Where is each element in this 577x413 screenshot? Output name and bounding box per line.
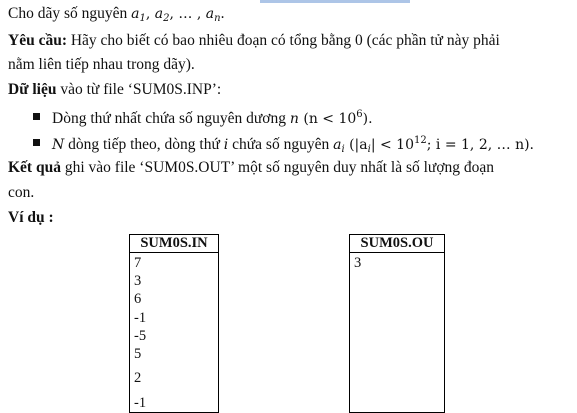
input-text: vào từ file ‘SUM0S.INP’: (56, 81, 222, 98)
bullet2-index: i (223, 137, 229, 153)
bullet-square-icon (33, 139, 40, 146)
table-cell: -1 (134, 310, 147, 326)
example-label: Ví dụ : (8, 209, 54, 226)
cropped-header-highlight (260, 0, 410, 3)
table-cell: -1 (134, 395, 147, 411)
table-cell: -5 (134, 328, 147, 344)
sequence-term-an: $a_n$ (205, 6, 221, 24)
bullet2-ai: $a_i$ (333, 137, 345, 155)
bullet-square-icon (33, 113, 40, 120)
bullet2-var: N (52, 137, 65, 153)
table-cell: 2 (134, 370, 142, 386)
output-label: Kết quả (8, 159, 61, 176)
output-text-2: con. (8, 184, 35, 201)
requirement-line-2 (8, 55, 195, 75)
input-table-header: SUM0S.IN (130, 235, 218, 253)
table-cell: 5 (134, 346, 142, 362)
requirement-line-1 (8, 31, 500, 51)
requirement-text-1: Hãy cho biết có bao nhiêu đoạn có tổng bằng 0 (các phần tử này phải (66, 32, 500, 49)
output-example-table (349, 234, 445, 413)
input-example-table (129, 234, 219, 413)
input-bullet-2 (52, 131, 534, 160)
sequence-end: . (220, 5, 225, 22)
sequence-separator: , (145, 6, 155, 22)
sequence-term-a1: $a_1$ (131, 6, 146, 24)
sequence-ellipsis: , … , (169, 6, 206, 22)
requirement-text-2: nằm liên tiếp nhau trong dãy). (8, 56, 195, 73)
output-text-1: ghi vào file ‘SUM0S.OUT’ một số nguyên duy nhất là số lượng đoạn (60, 159, 495, 176)
output-spec-line-1 (8, 158, 494, 178)
problem-intro-line (8, 4, 224, 29)
bullet2-text2: chứa số nguyên (228, 136, 334, 153)
input-label: Dữ liệu (8, 81, 57, 98)
sequence-term-a2: $a_2$ (154, 6, 170, 24)
bullet1-var: n (289, 111, 299, 127)
bullet1-text: Dòng thứ nhất chứa số nguyên dương (52, 110, 290, 127)
bullet2-text: dòng tiếp theo, dòng thứ (64, 136, 224, 153)
bullet1-condition: $(n < 10^6)$. (298, 109, 373, 127)
requirement-label: Yêu cầu: (8, 32, 67, 49)
input-bullet-1 (52, 105, 373, 129)
table-cell: 6 (134, 291, 142, 307)
table-cell: 3 (354, 255, 362, 271)
table-cell: 3 (134, 273, 142, 289)
bullet2-condition: ($|a_i| < 10^{12}$; i = 1, 2, … n). (344, 135, 535, 155)
output-spec-line-2 (8, 183, 34, 203)
input-spec-line (8, 80, 221, 100)
output-table-header: SUM0S.OU (350, 235, 444, 253)
table-cell: 7 (134, 255, 142, 271)
problem-intro-text: Cho dãy số nguyên (8, 5, 128, 22)
